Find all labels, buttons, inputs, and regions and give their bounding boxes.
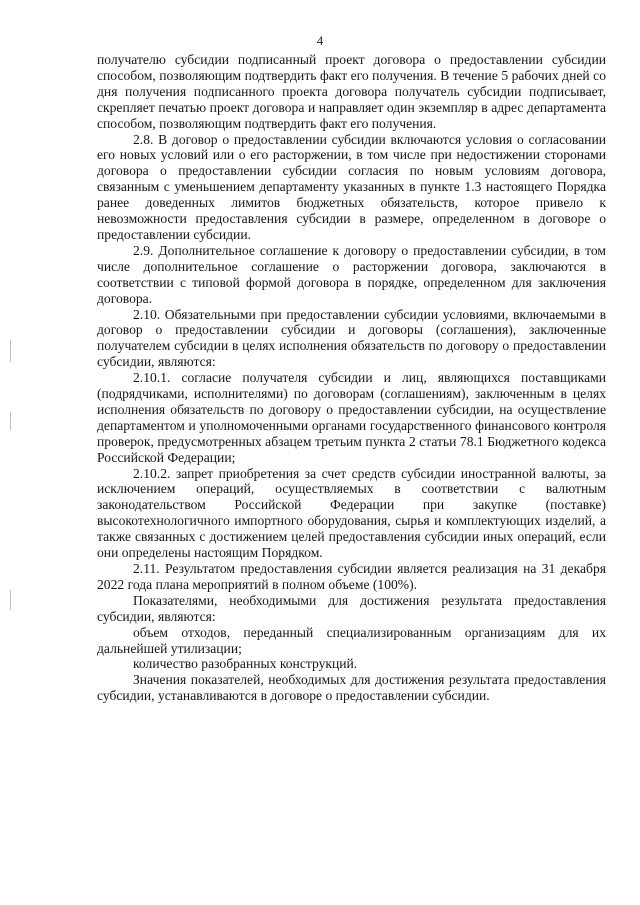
paragraph: Значения показателей, необходимых для достижения результата предоставления субсидии, устанавливаются в договоре о предоставлении субсидии. bbox=[97, 672, 606, 704]
binding-hole-mark bbox=[10, 340, 11, 362]
paragraph: количество разобранных конструкций. bbox=[133, 656, 358, 672]
paragraph: объем отходов, переданный специализированным организациям для их дальнейшей утилизации; bbox=[97, 624, 606, 656]
paragraph: 2.10.1. согласие получателя субсидии и лиц, являющихся поставщиками (подрядчиками, исполнителями) по договорам (соглашениям), заключенным в целях исполнения обязательств по договору о предоставлении субсидии, на осуществление департаментом и уполномоченными органами государственного финансового контроля проверок, предусмотренных абзацем третьим пункта 2 статьи 78.1 Бюджетного кодекса Российской Федерации; bbox=[97, 370, 606, 465]
binding-hole-mark bbox=[10, 590, 11, 610]
binding-hole-mark bbox=[10, 412, 11, 430]
paragraph: 2.11. Результатом предоставления субсидии является реализация на 31 декабря 2022 года плана мероприятий в полном объеме (100%). bbox=[97, 561, 606, 592]
paragraph: 2.9. Дополнительное соглашение к договору о предоставлении субсидии, в том числе дополнительное соглашение о расторжении договора, заключаются в соответствии с типовой формой договора в порядке, определенном для заключения договора. bbox=[97, 242, 606, 306]
paragraph: 2.10. Обязательными при предоставлении субсидии условиями, включаемыми в договор о предоставлении субсидии и договоры (соглашения), заключенные получателем субсидии в целях исполнения обязательств по договору о предоставлении субсидии, являются: bbox=[97, 306, 606, 370]
paragraph: 2.8. В договор о предоставлении субсидии включаются условия о согласовании его новых условий или о его расторжении, в том числе при недостижении сторонами договора о предоставлении субсидии согласия по новым условиям договора, связанным с уменьшением департаменту указанных в пункте 1.3 настоящего Порядка ранее доведенных лимитов бюджетных обязательств, которое привело к невозможности предоставления субсидии в размере, определенном в договоре о предоставлении субсидии. bbox=[97, 131, 606, 242]
page-number: 4 bbox=[316, 33, 324, 48]
binding-margin-marks bbox=[8, 0, 14, 905]
paragraph: Показателями, необходимыми для достижения результата предоставления субсидии, являются: bbox=[97, 592, 606, 624]
paragraph: получателю субсидии подписанный проект договора о предоставлении субсидии способом, позволяющим подтвердить факт его получения. В течение 5 рабочих дней со дня получения подписанного проекта договора получатель субсидии подписывает, скрепляет печатью проект договора и направляет один экземпляр в адрес департамента способом, позволяющим подтвердить факт его получения. bbox=[97, 52, 606, 131]
document-body bbox=[97, 52, 606, 704]
paragraph: 2.10.2. запрет приобретения за счет средств субсидии иностранной валюты, за исключением операций, осуществляемых в соответствии с валютным законодательством Российской Федерации при закупке (поставке) высокотехнологичного импортного оборудования, сырья и комплектующих изделий, а также связанных с достижением целей предоставления субсидии иных операций, если они определены настоящим Порядком. bbox=[97, 465, 606, 561]
